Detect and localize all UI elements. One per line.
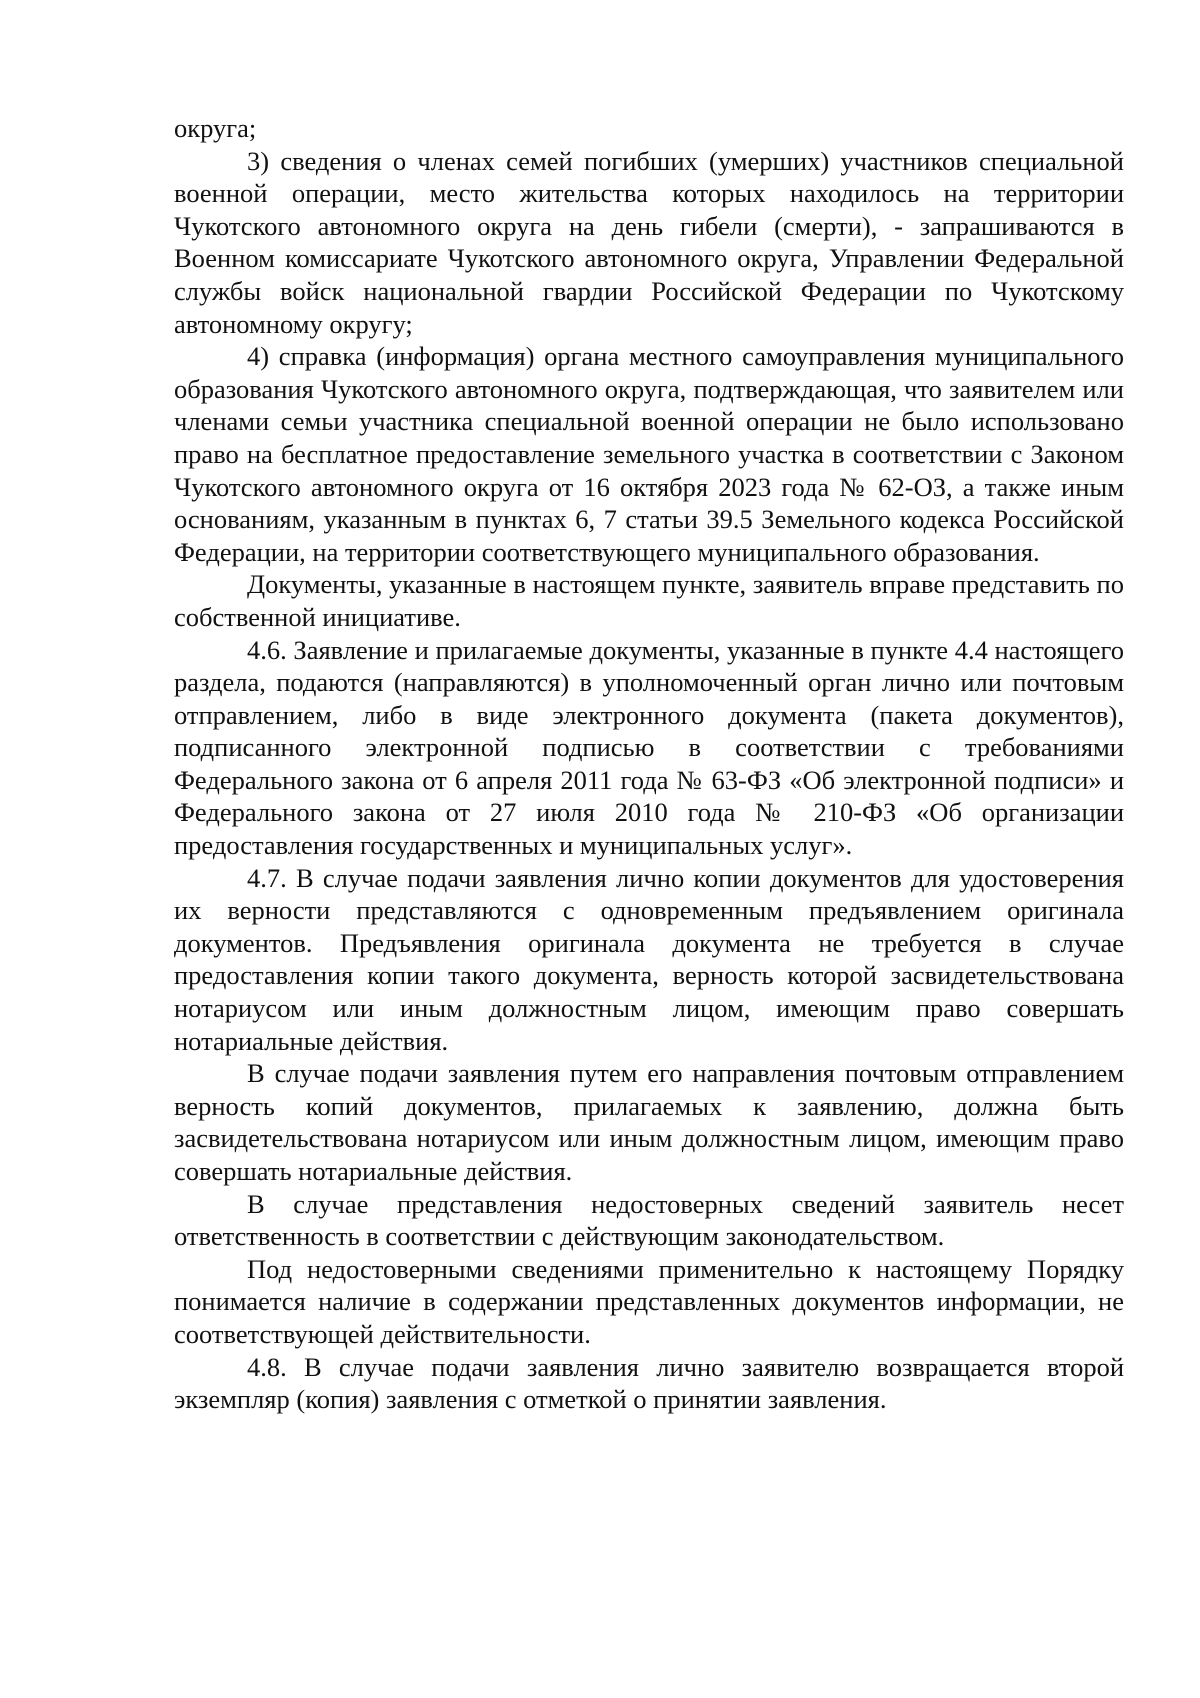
paragraph-item-4: 4) справка (информация) органа местного самоуправления муниципального образования Чукотского автономного округа, подтверждающая, что заявителем или членами семьи участника специальной военной операции не было использовано право на бесплатное предоставление земельного участка в соответствии с Законом Чукотского автономного округа от 16 октября 2023 года № 62-ОЗ, а также иным основаниям, указанным в пунктах 6, 7 статьи 39.5 Земельного кодекса Российской Федерации, на территории соответствующего муниципального образования. <box>174 341 1124 567</box>
paragraph-item-3: 3) сведения о членах семей погибших (умерших) участников специальной военной операции, место жительства которых находилось на территории Чукотского автономного округа на день гибели (смерти), - запрашиваются в Военном комиссариате Чукотского автономного округа, Управлении Федеральной службы войск национальной гвардии Российской Федерации по Чукотскому автономному округу; <box>174 145 1124 339</box>
paragraph-4-8: 4.8. В случае подачи заявления лично заявителю возвращается второй экземпляр (копия) заявления с отметкой о принятии заявления. <box>174 1351 1124 1415</box>
paragraph-4-7: 4.7. В случае подачи заявления лично копии документов для удостоверения их верности представляются с одновременным предъявлением оригинала документов. Предъявления оригинала документа не требуется в случае предоставления копии такого документа, верность которой засвидетельствована нотариусом или иным должностным лицом, имеющим право совершать нотариальные действия. <box>174 862 1124 1056</box>
paragraph-4-6: 4.6. Заявление и прилагаемые документы, указанные в пункте 4.4 настоящего раздела, подаются (направляются) в уполномоченный орган лично или почтовым отправлением, либо в виде электронного документа (пакета документов), подписанного электронной подписью в соответствии с требованиями Федерального закона от 6 апреля 2011 года № 63-ФЗ «Об электронной подписи» и Федерального закона от 27 июля 2010 года № 210-ФЗ «Об организации предоставления государственных и муниципальных услуг». <box>174 634 1124 861</box>
document-page <box>174 112 1124 1416</box>
paragraph-continuation: округа; <box>174 113 257 143</box>
paragraph-postal-submission: В случае подачи заявления путем его направления почтовым отправлением верность копий документов, прилагаемых к заявлению, должна быть засвидетельствована нотариусом или иным должностным лицом, имеющим право совершать нотариальные действия. <box>174 1058 1124 1186</box>
paragraph-documents-initiative: Документы, указанные в настоящем пункте, заявитель вправе представить по собственной инициативе. <box>174 569 1124 632</box>
paragraph-false-definition: Под недостоверными сведениями применительно к настоящему Порядку понимается наличие в содержании представленных документов информации, не соответствующей действительности. <box>174 1253 1124 1349</box>
paragraph-false-information: В случае представления недостоверных сведений заявитель несет ответственность в соответствии с действующим законодательством. <box>174 1188 1124 1252</box>
